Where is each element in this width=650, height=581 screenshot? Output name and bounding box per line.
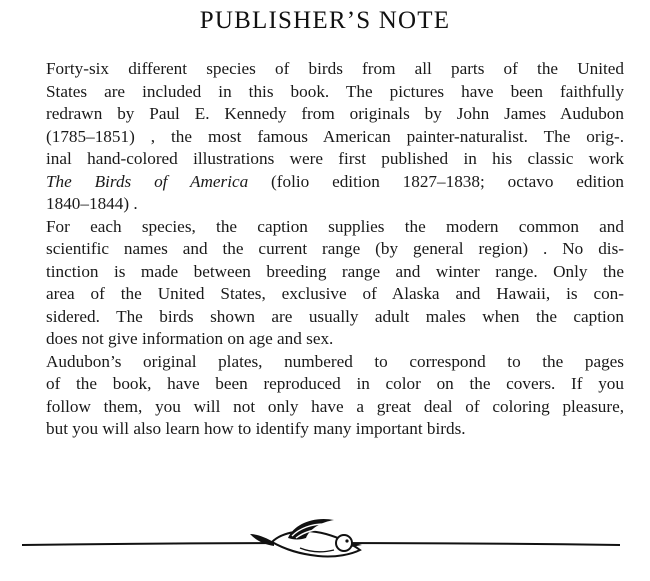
body-text — [27, 58, 624, 441]
text-line: area of the United States, exclusive of Alaska and Hawaii, is con- — [46, 284, 624, 303]
text-line: does not give information on age and sex. — [46, 329, 334, 348]
text-line: tinction is made between breeding range and winter range. Only the — [46, 261, 624, 281]
paragraph-2 — [27, 216, 624, 351]
edition-info: (folio edition 1827–1838; octavo edition — [271, 171, 624, 191]
text-line-book-title — [27, 171, 624, 194]
text-line: Audubon’s original plates, numbered to correspond to the pages — [46, 351, 624, 371]
text-line: inal hand-colored illustrations were first published in his classic work — [46, 149, 624, 168]
text-line: (1785–1851) , the most famous American painter-naturalist. The orig-. — [46, 126, 624, 146]
bird-ornament-icon — [0, 498, 650, 578]
text-line: For each species, the caption supplies the modern common and — [46, 216, 624, 236]
paragraph-3 — [27, 351, 624, 441]
text-line: follow them, you will not only have a great deal of coloring pleasure, — [46, 396, 624, 416]
text-line: States are included in this book. The pictures have been faithfully — [46, 81, 624, 101]
bird-tail — [250, 534, 274, 546]
bird-head — [336, 535, 352, 551]
paragraph-1 — [27, 58, 624, 216]
text-line: scientific names and the current range (by general region) . No dis- — [46, 239, 624, 258]
page-title: PUBLISHER’S NOTE — [199, 7, 451, 34]
text-line: Forty-six different species of birds from all parts of the United — [46, 59, 624, 78]
text-line: of the book, have been reproduced in color on the covers. If you — [46, 374, 624, 393]
book-title: The Birds of America — [46, 171, 249, 191]
text-line: redrawn by Paul E. Kennedy from originals by John James Audubon — [46, 104, 624, 123]
text-line: sidered. The birds shown are usually adult males when the caption — [46, 306, 624, 326]
text-line: but you will also learn how to identify many important birds. — [46, 419, 466, 438]
bird-eye — [345, 539, 348, 542]
text-line: 1840–1844) . — [46, 194, 138, 213]
